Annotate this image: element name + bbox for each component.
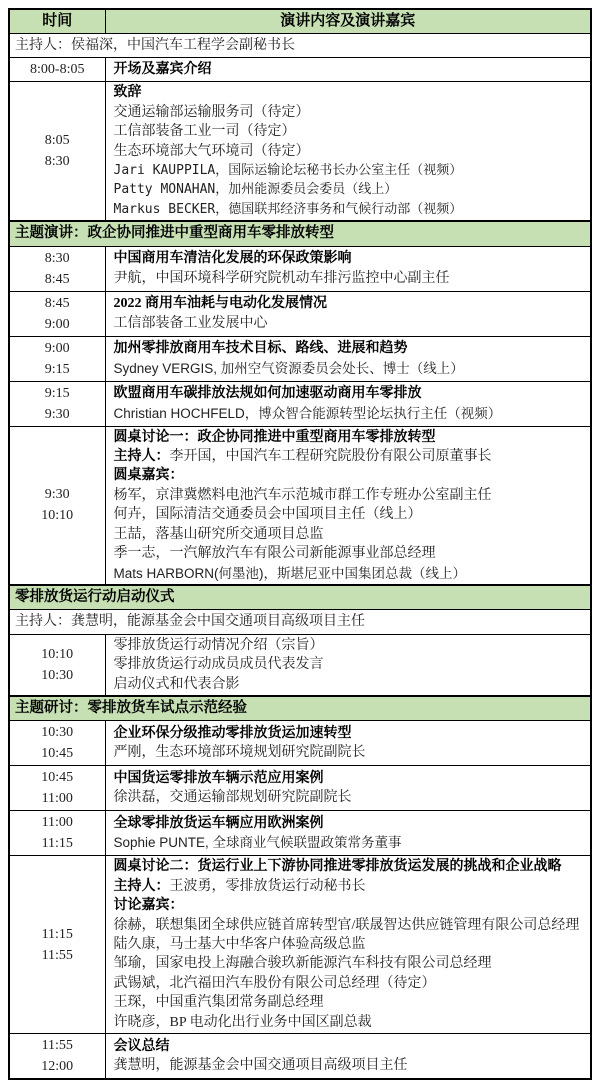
time-value: 11:15: [41, 926, 73, 942]
agenda-row-item: [9, 856, 591, 1034]
agenda-line: Mats HARBORN(何墨池)，斯堪尼亚中国集团总裁（线上）: [113, 565, 467, 581]
time-cell: [9, 426, 105, 585]
time-cell: [9, 381, 105, 426]
time-value: 10:45: [41, 770, 74, 786]
section-header-cell: [9, 221, 591, 246]
agenda-line: 讨论嘉宾：: [113, 898, 184, 914]
time-cell: [9, 634, 105, 696]
agenda-table: [8, 8, 592, 1080]
agenda-line: 杨军，京津冀燃料电池汽车示范城市群工作专班办公室副主任: [113, 487, 492, 503]
agenda-line: 武锡斌，北汽福田汽车股份有限公司总经理（待定）: [113, 975, 436, 991]
time-value: 10:30: [41, 667, 74, 683]
agenda-line: 徐洪磊，交通运输部规划研究院副院长: [113, 790, 352, 806]
agenda-line: 严刚，生态环境部环境规划研究院副院长: [113, 745, 366, 761]
time-value: 8:30: [44, 154, 70, 170]
time-value: 8:45: [44, 295, 70, 311]
agenda-line: 工信部装备工业发展中心: [113, 315, 268, 331]
agenda-line: 全球零排放货运车辆应用欧洲案例: [113, 815, 324, 831]
section-header-cell: [9, 696, 591, 721]
time-value: 11:15: [41, 836, 73, 852]
agenda-line: 王喆，落基山研究所交通项目总监: [113, 526, 324, 542]
agenda-line: Jari KAUPPILA，国际运输论坛秘书长办公室主任（视频）: [113, 163, 463, 179]
agenda-line: 中国商用车清洁化发展的环保政策影响: [113, 251, 352, 267]
agenda-line: 陆久康，马士基大中华客户体验高级总监: [113, 936, 366, 952]
time-value: 9:15: [44, 385, 70, 401]
time-value: 9:30: [44, 406, 70, 422]
agenda-line: Patty MONAHAN，加州能源委员会委员（线上）: [113, 182, 398, 198]
agenda-line: Sydney VERGIS, 加州空气资源委员会处长、博士（线上）: [113, 360, 464, 376]
time-cell: [9, 721, 105, 766]
agenda-line: 致辞: [113, 85, 142, 101]
time-cell: [9, 82, 105, 221]
agenda-row-item: [9, 246, 591, 291]
time-value: 11:00: [41, 815, 73, 831]
agenda-row-item: [9, 336, 591, 381]
agenda-line: 加州零排放商用车技术目标、路线、进展和趋势: [113, 341, 408, 357]
section-title: 主题研讨：零排放货车试点示范经验: [15, 699, 247, 716]
time-cell: [9, 766, 105, 811]
agenda-line: 主持人：王波勇，零排放货运行动秘书长: [113, 878, 366, 894]
agenda-line: 零排放货运行动情况介绍（宗旨）: [113, 637, 324, 653]
agenda-row-item: [9, 381, 591, 426]
time-value: 9:00: [44, 340, 70, 356]
section-title: 零排放货运行动启动仪式: [15, 588, 175, 605]
time-value: 8:45: [44, 271, 70, 287]
agenda-line: Markus BECKER，德国联邦经济事务和气候行动部（视频）: [113, 201, 463, 217]
agenda-row-full: [9, 610, 591, 634]
agenda-line: 主持人：龚慧明，能源基金会中国交通项目高级项目主任: [15, 614, 365, 630]
time-value: 10:45: [41, 746, 74, 762]
time-value: 8:05: [44, 133, 70, 149]
agenda-line: 开场及嘉宾介绍: [113, 62, 212, 78]
content-cell: [105, 856, 591, 1034]
time-cell: [9, 336, 105, 381]
agenda-line: 工信部装备工业一司（待定）: [113, 124, 296, 140]
agenda-line: 龚慧明，能源基金会中国交通项目高级项目主任: [113, 1058, 408, 1073]
agenda-line: 季一志，一汽解放汽车有限公司新能源事业部总经理: [113, 546, 436, 562]
time-value: 10:10: [41, 646, 74, 662]
time-cell: [9, 291, 105, 336]
column-header-content: 演讲内容及演讲嘉宾: [105, 9, 591, 34]
agenda-line: 圆桌嘉宾：: [113, 468, 184, 484]
agenda-line: 中国货运零排放车辆示范应用案例: [113, 770, 324, 786]
agenda-line: 企业环保分级推动零排放货运加速转型: [113, 725, 352, 741]
section-title: 主题演讲：政企协同推进中重型商用车零排放转型: [15, 225, 334, 242]
agenda-row-item: [9, 82, 591, 221]
time-cell: [9, 58, 105, 82]
agenda-line: 圆桌讨论二：货运行业上下游协同推进零排放货运发展的挑战和企业战略: [113, 859, 562, 875]
time-value: 9:15: [44, 361, 70, 377]
agenda-line: 会议总结: [113, 1038, 170, 1054]
agenda-row-item: [9, 1034, 591, 1080]
time-value: 11:00: [41, 791, 73, 807]
column-header-row: [9, 9, 591, 34]
agenda-line: 主持人：侯福深，中国汽车工程学会副秘书长: [15, 38, 295, 53]
content-cell: [105, 721, 591, 766]
content-cell: [105, 291, 591, 336]
time-value: 12:00: [41, 1059, 74, 1074]
content-cell: [105, 426, 591, 585]
agenda-line: 零排放货运行动成员成员代表发言: [113, 657, 324, 673]
time-value: 9:00: [44, 316, 70, 332]
agenda-row-item: [9, 291, 591, 336]
time-value: 8:30: [44, 250, 70, 266]
time-cell: [9, 856, 105, 1034]
time-value: 10:30: [41, 725, 74, 741]
time-cell: [9, 1034, 105, 1080]
agenda-row-section: [9, 221, 591, 246]
agenda-line: 主持人：李开国，中国汽车工程研究院股份有限公司原董事长: [113, 449, 492, 465]
agenda-row-item: [9, 634, 591, 696]
agenda-row-item: [9, 426, 591, 585]
content-cell: [105, 811, 591, 856]
content-cell: [105, 381, 591, 426]
agenda-line: 启动仪式和代表合影: [113, 676, 240, 692]
agenda-line: Sophie PUNTE, 全球商业气候联盟政策常务董事: [113, 835, 402, 851]
agenda-row-section: [9, 696, 591, 721]
column-header-time: 时间: [9, 9, 105, 34]
agenda-line: Christian HOCHFELD，博众智合能源转型论坛执行主任（视频）: [113, 405, 502, 421]
content-cell: [105, 766, 591, 811]
moderator-cell: [9, 610, 591, 634]
time-cell: [9, 246, 105, 291]
agenda-line: 欧盟商用车碳排放法规如何加速驱动商用车零排放: [113, 386, 422, 402]
agenda-line: 生态环境部大气环境司（待定）: [113, 143, 310, 159]
time-value: 8:00-8:05: [30, 62, 85, 78]
content-cell: [105, 634, 591, 696]
agenda-row-full: [9, 34, 591, 58]
agenda-line: 邹瑜，国家电投上海融合骏玖新能源汽车科技有限公司总经理: [113, 956, 492, 972]
agenda-row-section: [9, 585, 591, 610]
content-cell: [105, 58, 591, 82]
agenda-line: 何卉，国际清洁交通委员会中国项目主任（线上）: [113, 507, 422, 523]
agenda-row-item: [9, 811, 591, 856]
agenda-line: 徐赫，联想集团全球供应链首席转型官/联晟智达供应链管理有限公司总经理: [113, 917, 580, 933]
agenda-line: 2022 商用车油耗与电动化发展情况: [113, 296, 327, 312]
agenda-row-item: [9, 766, 591, 811]
agenda-row-item: [9, 58, 591, 82]
time-value: 10:10: [41, 508, 74, 524]
content-cell: [105, 1034, 591, 1080]
content-cell: [105, 82, 591, 221]
agenda-line: 尹航，中国环境科学研究院机动车排污监控中心副主任: [113, 270, 450, 286]
section-header-cell: [9, 585, 591, 610]
time-value: 11:55: [41, 1038, 73, 1053]
content-cell: [105, 246, 591, 291]
time-value: 9:30: [44, 487, 70, 503]
moderator-cell: [9, 34, 591, 58]
time-value: 11:55: [41, 947, 73, 963]
time-cell: [9, 811, 105, 856]
content-cell: [105, 336, 591, 381]
agenda-row-item: [9, 721, 591, 766]
agenda-line: 圆桌讨论一：政企协同推进中重型商用车零排放转型: [113, 429, 436, 445]
agenda-line: 许晓彦，BP 电动化出行业务中国区副总裁: [113, 1014, 372, 1030]
agenda-line: 交通运输部运输服务司（待定）: [113, 104, 310, 120]
agenda-line: 王琛，中国重汽集团常务副总经理: [113, 995, 324, 1011]
agenda-body: [9, 34, 591, 1080]
